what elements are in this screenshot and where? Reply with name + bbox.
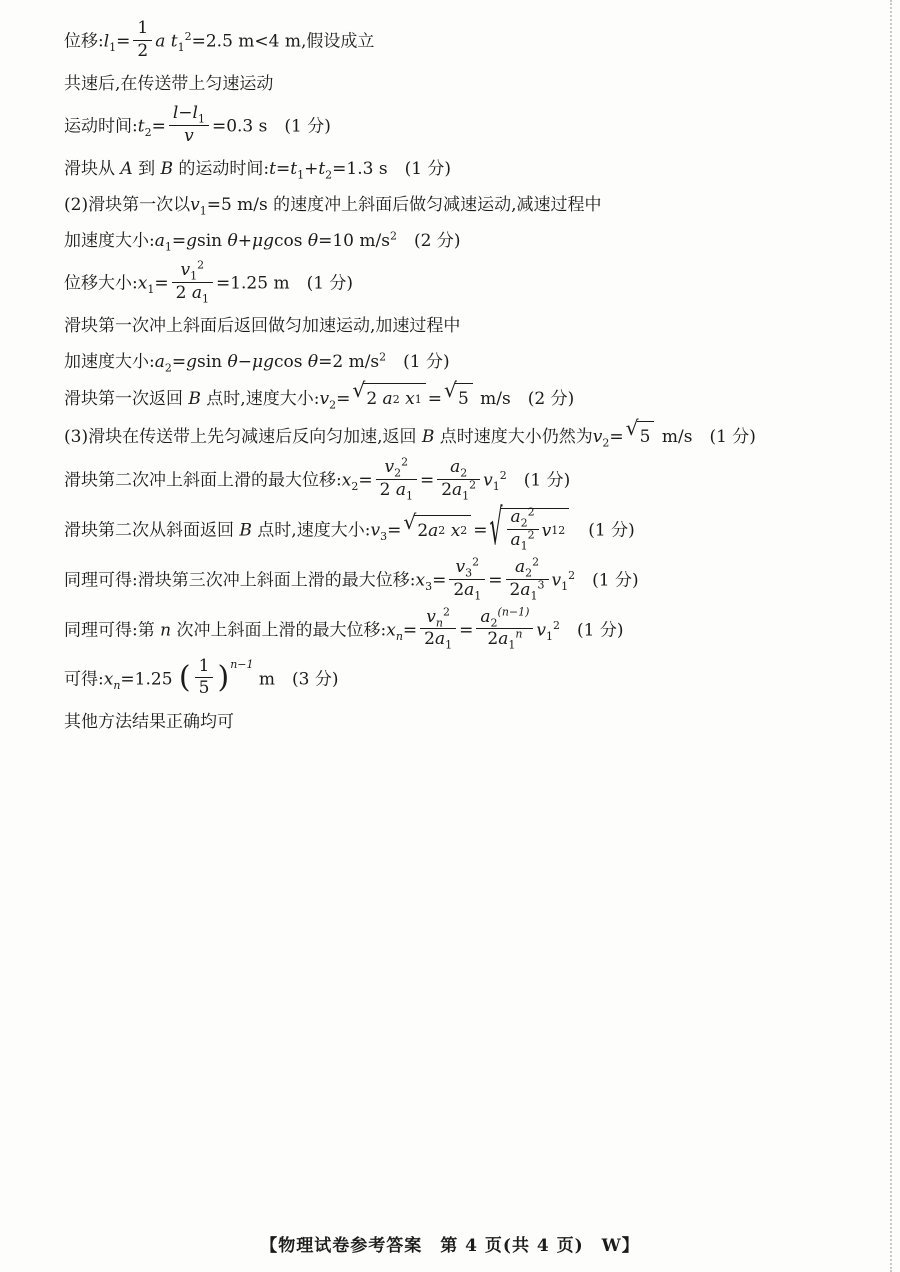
math-subscript: 3 — [465, 566, 473, 580]
math-variable: v — [483, 470, 493, 491]
text-run: = — [432, 571, 447, 592]
math-variable: x — [103, 669, 114, 690]
math-variable: θ — [307, 231, 319, 252]
math-subscript: 2 — [602, 436, 610, 450]
math-variable: x — [415, 571, 426, 592]
answer-line — [64, 455, 870, 503]
math-superscript: 2 — [499, 469, 507, 483]
math-variable: a — [498, 629, 509, 650]
math-subscript: 2 — [460, 466, 468, 480]
math-variable: a — [520, 580, 531, 601]
math-variable: x — [445, 520, 461, 541]
text-run: 位移大小: — [64, 273, 138, 294]
math-fraction — [376, 455, 417, 503]
math-subscript: 3 — [425, 580, 433, 594]
math-subscript: 2 — [520, 516, 528, 530]
answer-line — [64, 191, 870, 220]
math-variable: v — [384, 457, 395, 478]
math-variable: v — [592, 427, 603, 448]
math-variable: a — [382, 389, 393, 410]
math-variable: l — [172, 103, 179, 124]
answer-line — [64, 18, 870, 63]
text-run: 滑块第二次从斜面返回 — [64, 520, 240, 541]
text-run: 2 — [509, 580, 521, 601]
math-variable: a — [514, 557, 526, 578]
math-subscript: 1 — [164, 240, 172, 254]
text-run: =5 m/s 的速度冲上斜面后做匀减速运动,减速过程中 — [206, 195, 602, 216]
math-subscript: 1 — [190, 269, 198, 283]
text-run: 滑块第一次冲上斜面后返回做匀加速运动,加速过程中 — [64, 316, 461, 337]
math-subscript: 1 — [530, 589, 538, 603]
math-variable: θ — [227, 352, 238, 373]
answer-content — [64, 14, 870, 744]
math-variable: a — [510, 529, 521, 550]
math-variable: v — [541, 520, 552, 541]
radical-icon: √ — [625, 416, 639, 441]
radical-icon: √ — [489, 498, 503, 557]
math-variable: a — [154, 352, 165, 373]
text-run: 滑块从 — [64, 159, 121, 180]
text-run: (2 分) — [396, 231, 461, 252]
math-subscript: n — [113, 678, 121, 692]
answer-line — [64, 155, 870, 184]
text-run: 次冲上斜面上滑的最大位移: — [171, 620, 387, 641]
answer-line — [64, 604, 870, 652]
math-variable: a — [154, 231, 165, 252]
text-run: 的运动时间: — [173, 159, 270, 180]
math-variable: B — [188, 389, 201, 410]
math-variable: x — [399, 389, 415, 410]
math-variable: g — [186, 231, 198, 252]
radical-icon: √ — [352, 378, 366, 403]
text-run: 2 — [441, 479, 453, 500]
math-superscript: 2 — [568, 569, 576, 583]
math-subscript: 2 — [490, 615, 498, 629]
math-subscript: n — [435, 615, 443, 629]
text-run: m/s (1 分) — [656, 427, 756, 448]
text-run: = — [336, 389, 351, 410]
math-variable: v — [319, 389, 330, 410]
math-variable: t — [269, 159, 276, 180]
text-run: 滑块第一次返回 — [64, 389, 189, 410]
math-superscript: 2 — [389, 229, 397, 243]
math-fraction — [437, 457, 480, 503]
text-run: 1 — [137, 18, 149, 38]
math-variable: a — [435, 629, 446, 650]
text-run: =1.25 — [120, 669, 178, 690]
text-run: 其他方法结果正确均可 — [64, 711, 234, 732]
math-superscript: n−1 — [230, 657, 254, 671]
math-fraction — [507, 505, 539, 553]
text-run: = — [488, 571, 503, 592]
text-run: 同理可得:第 — [64, 620, 161, 641]
text-run: 1 — [198, 655, 210, 676]
math-superscript: 3 — [537, 578, 545, 592]
text-run: 5 — [198, 678, 210, 699]
text-run: = — [171, 231, 187, 252]
math-variable: v — [180, 260, 191, 281]
math-subscript: 2 — [394, 466, 402, 480]
text-run: = — [419, 470, 435, 491]
text-run: − — [178, 103, 193, 124]
math-subscript: 1 — [492, 480, 500, 494]
math-variable: θ — [307, 352, 319, 373]
math-variable: a — [452, 479, 463, 500]
math-subscript: 1 — [297, 168, 305, 182]
math-variable: g — [186, 352, 198, 373]
math-square-root: √ 2 a 2 x 1 — [352, 383, 425, 414]
text-run: = — [171, 352, 187, 373]
math-variable: n — [160, 620, 172, 641]
answer-line — [64, 378, 870, 415]
text-run: = — [116, 31, 131, 52]
text-run: = — [427, 389, 442, 410]
math-variable: v — [551, 571, 562, 592]
text-run: sin — [197, 231, 228, 252]
math-variable: x — [386, 620, 396, 641]
text-run: 点时,速度大小: — [251, 520, 371, 541]
big-parenthesis: ( — [178, 660, 191, 696]
answer-line — [64, 258, 870, 306]
text-run: =10 m/s — [318, 231, 390, 252]
math-square-root: √ $a_2^2$ $a_1^2$ v 1 2 — [490, 508, 570, 552]
text-run: + — [304, 159, 319, 180]
text-run: 点时,速度大小: — [200, 389, 320, 410]
text-run: =1.25 m (1 分) — [215, 273, 354, 294]
math-subscript: 1 — [508, 638, 516, 652]
text-run: + — [237, 231, 253, 252]
math-superscript: 2 — [472, 555, 480, 569]
page-footer: 【物理试卷参考答案 第 4 页(共 4 页) W】 — [260, 1236, 640, 1256]
answer-line — [64, 416, 870, 453]
math-subscript: 2 — [164, 361, 172, 375]
text-run: 到 — [132, 159, 161, 180]
text-run: cos — [273, 352, 308, 373]
math-variable: θ — [227, 231, 238, 252]
text-run: 2 — [453, 580, 465, 601]
math-variable: a — [191, 282, 202, 303]
math-variable: v — [184, 125, 194, 146]
text-run: =0.3 s (1 分) — [211, 116, 331, 137]
text-run: = — [358, 470, 373, 491]
text-run: 2 — [366, 389, 383, 410]
text-run: (1 分) — [506, 470, 571, 491]
math-fraction — [172, 258, 213, 306]
math-subscript: 1 — [561, 580, 569, 594]
text-run: (1 分) — [575, 571, 639, 592]
math-subscript: 1 — [201, 292, 209, 306]
math-fraction — [449, 555, 485, 603]
math-variable: a — [428, 520, 439, 541]
text-run: 加速度大小: — [64, 231, 155, 252]
math-variable: t — [318, 159, 326, 180]
math-fraction — [420, 604, 456, 652]
math-subscript: 1 — [197, 112, 205, 126]
math-subscript: 1 — [445, 638, 453, 652]
answer-line — [64, 498, 870, 557]
math-subscript: 2 — [329, 398, 337, 412]
text-run: (2)滑块第一次以 — [64, 195, 191, 216]
math-variable: x — [341, 470, 352, 491]
math-variable: B — [239, 520, 252, 541]
math-superscript: 2 — [184, 29, 192, 43]
math-subscript: 1 — [147, 283, 155, 297]
math-subscript: 2 — [144, 126, 152, 140]
math-superscript: 2 — [532, 555, 540, 569]
math-square-root — [443, 378, 473, 414]
answer-line — [64, 655, 870, 701]
math-variable: t — [137, 116, 145, 137]
math-superscript: 2 — [469, 478, 477, 492]
math-variable: μg — [252, 352, 274, 373]
math-superscript: 2 — [379, 350, 387, 364]
math-subscript: 1 — [177, 40, 185, 54]
math-fraction — [476, 604, 533, 652]
math-subscript: 1 — [462, 489, 470, 503]
text-run: 2 — [175, 282, 192, 303]
math-subscript: 2 — [325, 168, 333, 182]
math-variable: v — [536, 620, 547, 641]
text-run: (1 分) — [560, 620, 624, 641]
text-run: 2 — [417, 520, 429, 541]
math-variable: a — [480, 606, 491, 627]
math-square-root — [625, 416, 655, 452]
math-subscript: 2 — [351, 480, 359, 494]
math-variable: B — [160, 159, 173, 180]
text-run: = — [402, 620, 418, 641]
answer-line — [64, 70, 870, 99]
math-subscript: 1 — [474, 589, 482, 603]
math-superscript: (n−1) — [497, 604, 530, 618]
text-run: 运动时间: — [64, 116, 138, 137]
text-run: 5 — [639, 427, 651, 448]
math-square-root: √ 2 a 2 x 2 — [403, 515, 471, 546]
text-run: sin — [197, 352, 228, 373]
page-edge-dotted-line — [890, 0, 892, 1272]
math-variable: v — [190, 195, 200, 216]
text-run: 共速后,在传送带上匀速运动 — [64, 74, 274, 95]
math-subscript: 1 — [199, 204, 207, 218]
math-subscript: n — [395, 629, 403, 643]
math-variable: A — [120, 159, 133, 180]
math-variable: v — [370, 520, 381, 541]
math-variable: l — [192, 103, 198, 124]
answer-line — [64, 227, 870, 256]
text-run: = — [387, 520, 402, 541]
math-superscript: 2 — [527, 528, 535, 542]
math-variable: a — [510, 507, 521, 528]
text-run: (3)滑块在传送带上先匀减速后反向匀加速,返回 — [64, 427, 422, 448]
answer-line — [64, 348, 870, 377]
answer-line — [64, 708, 870, 737]
text-run: 点时速度大小仍然为 — [434, 427, 593, 448]
text-run: 5 — [457, 389, 469, 410]
math-superscript: 2 — [443, 604, 450, 618]
math-superscript: 2 — [197, 258, 205, 272]
text-run: (1 分) — [386, 352, 450, 373]
big-parenthesis: ) — [217, 660, 230, 696]
text-run: 可得: — [64, 669, 104, 690]
text-run: 滑块第二次冲上斜面上滑的最大位移: — [64, 470, 342, 491]
answer-line — [64, 103, 870, 148]
math-subscript: 1 — [546, 629, 554, 643]
answer-line — [64, 555, 870, 603]
math-subscript: 1 — [109, 40, 117, 54]
radical-icon: √ — [443, 378, 457, 403]
math-variable: v — [426, 606, 436, 627]
text-run: 加速度大小: — [64, 352, 155, 373]
text-run: =2 m/s — [318, 352, 380, 373]
text-run: =1.3 s (1 分) — [332, 159, 452, 180]
math-subscript: 2 — [525, 566, 533, 580]
text-run: = — [154, 273, 169, 294]
math-superscript: 2 — [527, 505, 535, 519]
math-fraction — [195, 657, 214, 699]
math-variable: μg — [252, 231, 274, 252]
math-variable: a — [464, 580, 475, 601]
text-run: cos — [273, 231, 308, 252]
text-run: = — [473, 520, 488, 541]
math-superscript: 2 — [553, 618, 561, 632]
text-run: 2 — [379, 479, 396, 500]
math-variable: l — [103, 31, 110, 52]
math-variable: v — [455, 557, 466, 578]
text-run: =2.5 m<4 m,假设成立 — [191, 31, 375, 52]
math-subscript: 1 — [405, 489, 413, 503]
text-run: = — [459, 620, 474, 641]
math-subscript: 3 — [380, 530, 388, 544]
text-run: = — [275, 159, 291, 180]
math-fraction — [133, 19, 152, 61]
text-run: (1 分) — [571, 520, 635, 541]
math-superscript: n — [515, 627, 523, 641]
answer-line — [64, 312, 870, 341]
text-run: m (3 分) — [253, 669, 339, 690]
math-variable: a t — [155, 31, 178, 52]
math-fraction — [169, 104, 209, 146]
math-superscript: 2 — [401, 455, 409, 469]
math-variable: B — [421, 427, 435, 448]
math-variable: a — [395, 479, 406, 500]
math-subscript: 1 — [520, 539, 528, 553]
text-run: 2 — [487, 629, 499, 650]
math-variable: a — [450, 457, 461, 478]
math-variable: x — [137, 273, 148, 294]
radical-icon: √ — [403, 509, 417, 534]
text-run: 2 — [137, 40, 149, 61]
text-run: m/s (2 分) — [474, 389, 575, 410]
text-run: = — [609, 427, 624, 448]
math-fraction — [506, 555, 549, 603]
text-run: = — [151, 116, 166, 137]
text-run: 2 — [424, 629, 435, 650]
math-variable: t — [290, 159, 298, 180]
text-run: − — [237, 352, 253, 373]
text-run: 同理可得:滑块第三次冲上斜面上滑的最大位移: — [64, 571, 416, 592]
text-run: 位移: — [64, 31, 104, 52]
